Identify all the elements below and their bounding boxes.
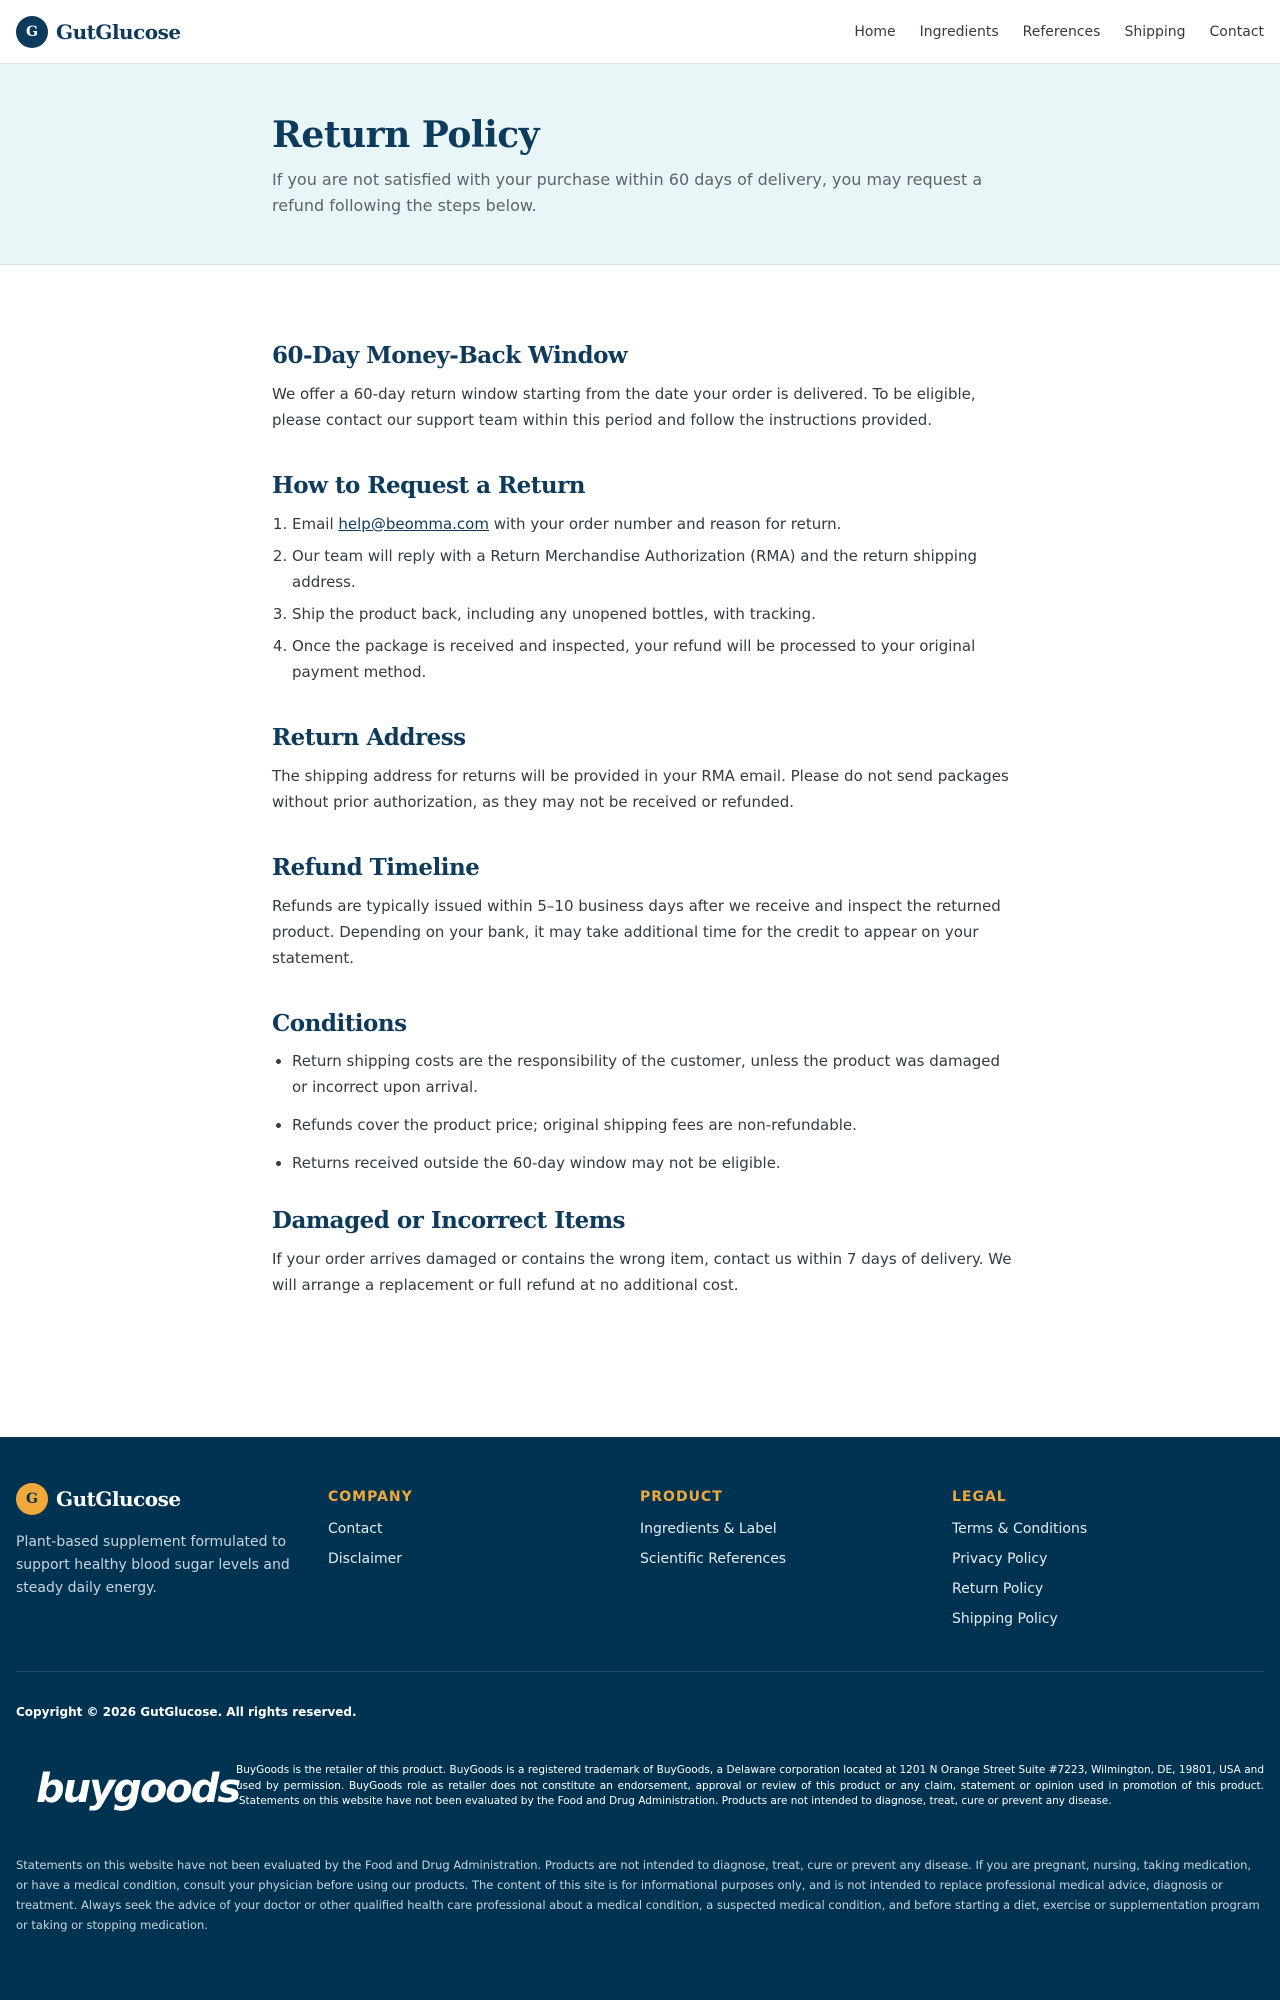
hero [0,64,1280,265]
page-subtitle: If you are not satisfied with your purchase within 60 days of delivery, you may request a refund following the steps below. [272,170,983,216]
footer-link-contact[interactable]: Contact [328,1521,383,1537]
brand-logo-icon: G [16,16,48,48]
footer-logo-icon: G [16,1483,48,1515]
step-item: 2. Our team will reply with a Return Merchandise Authorization (RMA) and the return shipping address. [292,543,1012,595]
step-text: Email [292,514,339,533]
section-title: Return Address [272,723,466,751]
nav-ingredients[interactable]: Ingredients [919,23,999,40]
footer-link-ingredients[interactable]: Ingredients & Label [640,1521,777,1537]
footer-link-return[interactable]: Return Policy [952,1581,1044,1597]
section-title: How to Request a Return [272,471,585,499]
footer-columns [16,1483,1264,1641]
section-title: Damaged or Incorrect Items [272,1207,625,1235]
buygoods-logo: buygoods [36,1766,240,1812]
footer-heading: LEGAL [952,1489,1007,1505]
footer-divider [16,1671,1264,1672]
step-text: with your order number and reason for return. [488,514,842,533]
footer-company-column [328,1483,640,1641]
footer-link-references[interactable]: Scientific References [640,1551,787,1567]
footer-heading: COMPANY [328,1489,413,1505]
nav-contact[interactable]: Contact [1209,23,1264,40]
site-footer [0,1437,1280,2000]
footer-legal-column [952,1483,1264,1641]
retailer-notice [16,1763,1264,1810]
site-header [0,0,1280,64]
conditions-list [272,1048,1012,1176]
retailer-text: BuyGoods is the retailer of this product. BuyGoods is a registered trademark of BuyGoods, a Delaware corporation located at 1201 N Orange Street Suite #7223, Wilmington, DE, 19801, USA and used by permission. BuyGoods role as retailer does not constitute an endorsement, approval or review of this product or any claim, statement or opinion used in promotion of this product. 'Statements on this website have not been evaluated by the Food and Drug Administration. Products are not intended to diagnose, treat, cure or prevent any disease. [236,1764,1264,1807]
section-body: We offer a 60-day return window starting from the date your order is delivered. To be eligible, please contact our support team within this period and follow the instructions provided. [272,384,976,429]
footer-tagline: Plant-based supplement formulated to support healthy blood sugar levels and steady daily energy. [16,1534,290,1596]
condition-item: • Return shipping costs are the responsibility of the customer, unless the product was damaged or incorrect upon arrival. [292,1048,1012,1100]
section-request [272,471,1012,685]
footer-brand-column [16,1483,328,1641]
nav-home[interactable]: Home [854,23,896,40]
footer-brand-name: GutGlucose [56,1487,181,1511]
fda-disclaimer: Statements on this website have not been evaluated by the Food and Drug Administration. Products are not intended to diagnose, treat, cure or prevent any disease. If you are pregnant, nursing, taking medication, or have a medical condition, consult your physician before using our products. The content of this site is for informational purposes only, and is not intended to replace professional medical advice, diagnosis or treatment. Always seek the advice of your doctor or other qualified health care professional about a medical condition, a suspected medical condition, and before starting a diet, exercise or supplementation program or taking or stopping medication. [16,1857,1260,1932]
section-damaged [272,1206,1012,1298]
step-item: 4. Once the package is received and inspected, your refund will be processed to your original payment method. [292,633,1012,685]
condition-item: • Refunds cover the product price; original shipping fees are non-refundable. [292,1112,1012,1138]
copyright: Copyright © 2026 GutGlucose. All rights reserved. [16,1705,357,1719]
section-timeline [272,853,1012,971]
nav-references[interactable]: References [1022,23,1101,40]
footer-link-disclaimer[interactable]: Disclaimer [328,1551,403,1567]
step-item [292,511,1012,537]
footer-link-terms[interactable]: Terms & Conditions [952,1521,1088,1537]
section-title: Conditions [272,1009,407,1037]
brand-name: GutGlucose [56,19,181,44]
condition-item: • Returns received outside the 60-day window may not be eligible. [292,1150,1012,1176]
footer-brand[interactable] [16,1483,328,1515]
footer-link-shipping[interactable]: Shipping Policy [952,1611,1058,1627]
support-email-link[interactable]: help@beomma.com [338,514,489,533]
main-content [0,265,1012,1437]
footer-heading: PRODUCT [640,1489,723,1505]
section-body: The shipping address for returns will be provided in your RMA email. Please do not send packages without prior authorization, as they may not be received or refunded. [272,766,1009,811]
footer-link-privacy[interactable]: Privacy Policy [952,1551,1048,1567]
section-title: 60-Day Money-Back Window [272,342,628,369]
steps-list [272,511,1012,685]
section-window [272,341,1012,433]
section-title: Refund Timeline [272,853,480,881]
section-conditions [272,1009,1012,1177]
section-body: Refunds are typically issued within 5–10 business days after we receive and inspect the returned product. Depending on your bank, it may take additional time for the credit to appear on your statement. [272,896,1001,967]
nav-shipping[interactable]: Shipping [1124,23,1186,40]
page-title: Return Policy [272,114,540,156]
section-body: If your order arrives damaged or contains the wrong item, contact us within 7 days of delivery. We will arrange a replacement or full refund at no additional cost. [272,1250,1012,1295]
section-address [272,723,1012,815]
brand[interactable] [16,16,181,48]
step-item: 3. Ship the product back, including any unopened bottles, with tracking. [292,601,1012,627]
main-nav [854,24,1264,40]
footer-product-column [640,1483,952,1641]
